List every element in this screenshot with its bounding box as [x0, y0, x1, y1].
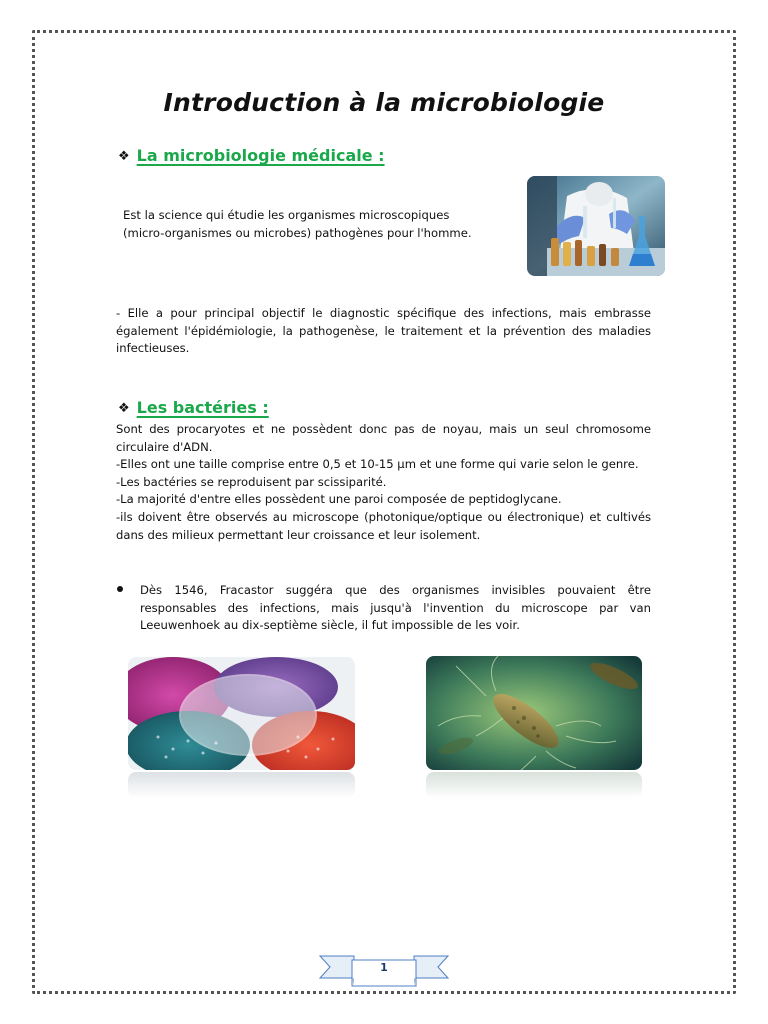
objective-paragraph: - Elle a pour principal objectif le diagnostic spécifique des infections, mais embrasse également l'épidémiologie, la pathogenèse, le traitement et la prévention des maladies infectieuses. — [116, 306, 651, 356]
section-heading-medical-microbiology — [118, 146, 385, 165]
bacteria-line: -La majorité d'entre elles possèdent une paroi composée de peptidoglycane. — [116, 492, 562, 507]
lab-scientist-photo — [527, 176, 665, 276]
section-title: Les bactéries : — [136, 398, 269, 417]
bacteria-description — [116, 421, 651, 544]
bacteria-line: Sont des procaryotes et ne possèdent donc pas de noyau, mais un seul chromosome circulaire d'ADN. — [116, 422, 651, 454]
diamond-bullet-icon: ❖ — [118, 148, 130, 163]
bacteria-line: -ils doivent être observés au microscope (photonique/optique ou électronique) et cultivés dans des milieux permettant leur croissance et leur isolement. — [116, 509, 651, 542]
bacteria-line: -Les bactéries se reproduisent par scissiparité. — [116, 474, 387, 489]
bullet-dot-icon — [117, 586, 123, 592]
petri-dishes-reflection — [128, 772, 355, 798]
petri-dishes-photo — [128, 657, 355, 770]
bacteria-line: -Elles ont une taille comprise entre 0,5 et 10-15 µm et une forme qui varie selon le genre. — [116, 457, 639, 472]
page-number: 1 — [380, 961, 388, 974]
bacteria-microscope-photo — [426, 656, 642, 770]
section-heading-bacteria — [118, 398, 269, 417]
diamond-bullet-icon: ❖ — [118, 400, 130, 415]
page-title: Introduction à la microbiologie — [163, 88, 605, 117]
bacteria-photo-reflection — [426, 772, 642, 798]
definition-text: Est la science qui étudie les organismes microscopiques (micro-organismes ou microbes) pathogènes pour l'homme. — [123, 208, 472, 240]
history-bullet-text: Dès 1546, Fracastor suggéra que des organismes invisibles pouvaient être responsables des infections, mais jusqu'à l'invention du microscope par van Leeuwenhoek au dix-septième siècle, il fut impossible de les voir. — [140, 583, 651, 633]
section-title: La microbiologie médicale : — [136, 146, 385, 165]
